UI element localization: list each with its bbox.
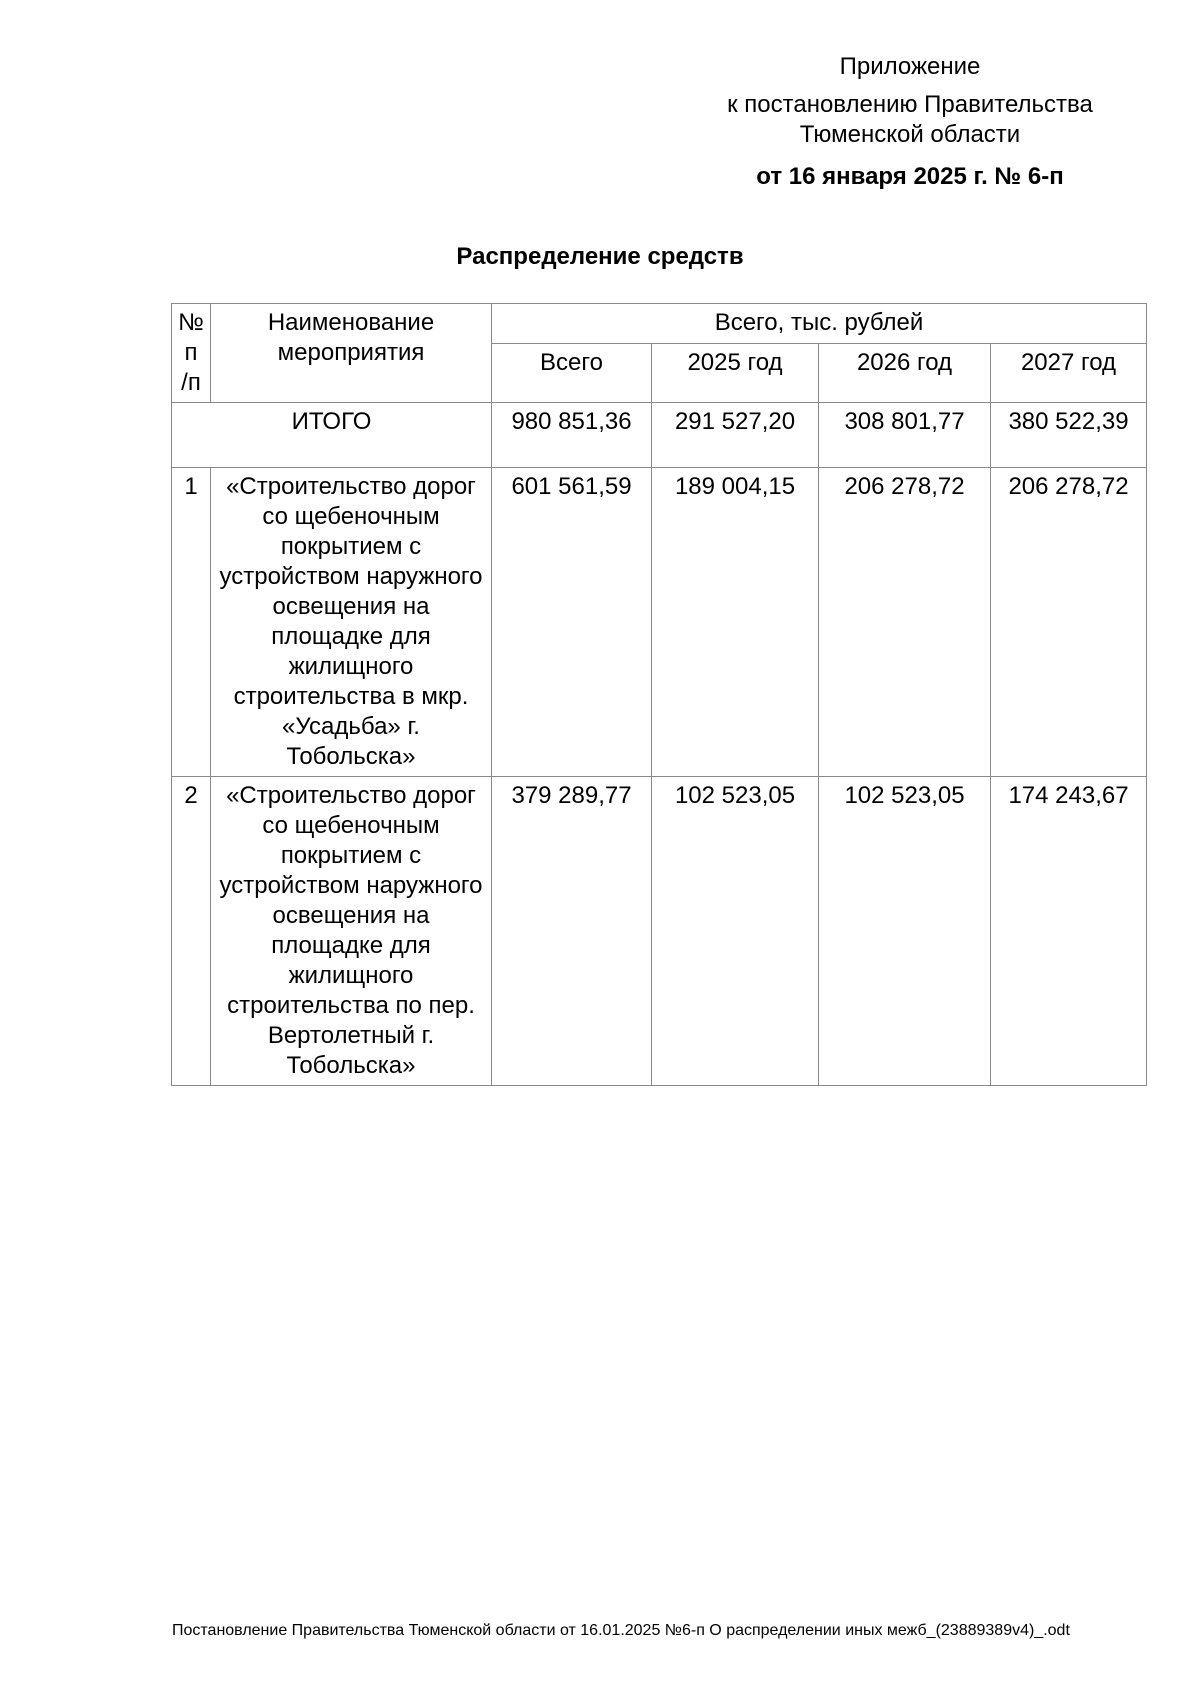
header-2027: 2027 год bbox=[991, 344, 1147, 403]
row-name: «Строительство дорог со щебеночным покрытием с устройством наружного освещения на площадке для жилищного строительства по пер. Вертолетный г. Тобольска» bbox=[211, 777, 492, 1086]
row-2026: 102 523,05 bbox=[819, 777, 991, 1086]
header-num: № п /п bbox=[172, 304, 211, 403]
table-row bbox=[172, 468, 1147, 777]
annex-date: от 16 января 2025 г. № 6-п bbox=[756, 163, 1064, 190]
row-total: 601 561,59 bbox=[492, 468, 652, 777]
budget-table bbox=[171, 303, 1147, 1086]
header-2026: 2026 год bbox=[819, 344, 991, 403]
header-total-group: Всего, тыс. рублей bbox=[492, 304, 1147, 344]
row-num: 1 bbox=[172, 468, 211, 777]
annex-line-2: Тюменской области bbox=[799, 121, 1021, 148]
annex-header bbox=[700, 52, 1120, 192]
total-2025: 291 527,20 bbox=[652, 403, 819, 468]
header-2025: 2025 год bbox=[652, 344, 819, 403]
row-2027: 206 278,72 bbox=[991, 468, 1147, 777]
annex-title: Приложение bbox=[839, 53, 981, 80]
annex-line-1: к постановлению Правительства bbox=[727, 91, 1093, 118]
row-num: 2 bbox=[172, 777, 211, 1086]
total-label: ИТОГО bbox=[172, 403, 492, 468]
footer-filename: Постановление Правительства Тюменской области от 16.01.2025 №6-п О распределении иных межб_(23889389v4)_.odt bbox=[172, 1622, 1070, 1639]
row-2025: 189 004,15 bbox=[652, 468, 819, 777]
row-2025: 102 523,05 bbox=[652, 777, 819, 1086]
header-name: Наименование мероприятия bbox=[211, 304, 492, 403]
table-header-row bbox=[172, 304, 1147, 344]
total-row bbox=[172, 403, 1147, 468]
total-value: 980 851,36 bbox=[492, 403, 652, 468]
total-2027: 380 522,39 bbox=[991, 403, 1147, 468]
table-row bbox=[172, 777, 1147, 1086]
total-2026: 308 801,77 bbox=[819, 403, 991, 468]
row-2027: 174 243,67 bbox=[991, 777, 1147, 1086]
header-total: Всего bbox=[492, 344, 652, 403]
document-title: Распределение средств bbox=[456, 243, 744, 270]
row-name: «Строительство дорог со щебеночным покрытием с устройством наружного освещения на площадке для жилищного строительства в мкр. «Усадьба» г. Тобольска» bbox=[211, 468, 492, 777]
row-total: 379 289,77 bbox=[492, 777, 652, 1086]
row-2026: 206 278,72 bbox=[819, 468, 991, 777]
